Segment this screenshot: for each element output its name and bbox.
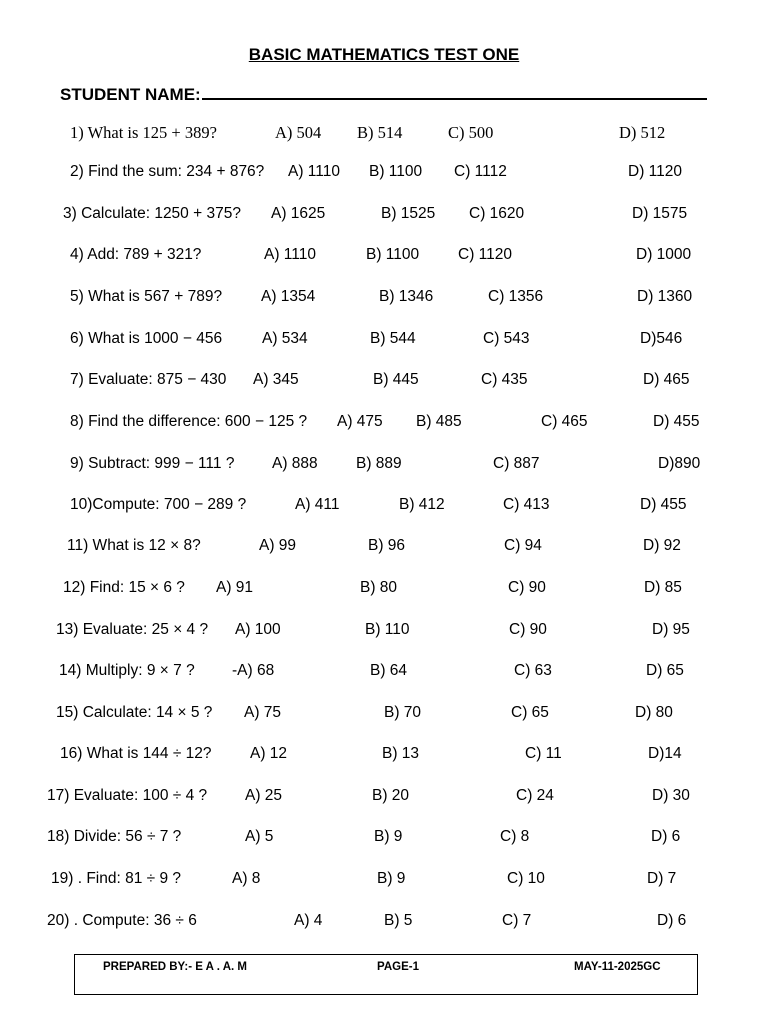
option-a: A) 1110 — [264, 246, 316, 263]
option-d: D) 95 — [652, 621, 690, 638]
option-d: D) 6 — [657, 912, 687, 929]
option-b: B) 110 — [365, 621, 410, 638]
option-a: A) 411 — [295, 496, 340, 513]
prepared-by: PREPARED BY:- E A . A. M — [103, 961, 247, 973]
option-c: C) 8 — [500, 828, 530, 845]
option-a: A) 12 — [250, 745, 288, 762]
option-a: A) 1625 — [271, 205, 326, 222]
student-name-label: STUDENT NAME: — [60, 85, 201, 104]
option-c: C) 65 — [511, 704, 549, 721]
option-a: A) 25 — [245, 787, 283, 804]
question-text: 12) Find: 15 × 6 ? — [63, 579, 185, 596]
question-text: 6) What is 1000 − 456 — [70, 330, 223, 347]
student-name-field — [60, 85, 707, 105]
option-d: D) 455 — [653, 413, 700, 430]
option-d: D) 80 — [635, 704, 673, 721]
option-c: C) 465 — [541, 413, 588, 430]
option-b: B) 5 — [384, 912, 413, 929]
option-d: D) 85 — [644, 579, 682, 596]
option-d: D) 465 — [643, 371, 690, 388]
option-c: C) 1356 — [488, 288, 544, 305]
option-d: D) 65 — [646, 662, 684, 679]
option-a: A) 99 — [259, 537, 297, 554]
page-number: PAGE-1 — [377, 961, 419, 973]
option-c: C) 435 — [481, 371, 528, 388]
option-d: D) 1360 — [637, 288, 693, 305]
question-text: 9) Subtract: 999 − 111 ? — [70, 455, 235, 472]
question-text: 8) Find the difference: 600 − 125 ? — [70, 413, 308, 430]
option-a: A) 345 — [253, 371, 299, 388]
option-c: C) 63 — [514, 662, 552, 679]
question-text: 20) . Compute: 36 ÷ 6 — [47, 912, 197, 929]
option-c: C) 94 — [504, 537, 542, 554]
option-a: A) 100 — [235, 621, 281, 638]
option-d: D) 92 — [643, 537, 681, 554]
question-text: 13) Evaluate: 25 × 4 ? — [56, 621, 209, 638]
option-b: B) 9 — [374, 828, 403, 845]
option-a: -A) 68 — [232, 662, 275, 679]
question-text: 15) Calculate: 14 × 5 ? — [56, 704, 213, 721]
option-c: C) 543 — [483, 330, 530, 347]
student-name-line — [202, 86, 707, 100]
option-b: B) 20 — [372, 787, 410, 804]
option-c: C) 90 — [508, 579, 546, 596]
option-d: D)14 — [648, 745, 682, 762]
question-text: 3) Calculate: 1250 + 375? — [63, 205, 241, 222]
option-d: D) 512 — [619, 123, 666, 142]
option-a: A) 75 — [244, 704, 282, 721]
option-c: C) 1120 — [458, 246, 512, 263]
option-c: C) 90 — [509, 621, 547, 638]
option-b: B) 889 — [356, 455, 402, 472]
footer-box — [74, 954, 698, 995]
option-c: C) 10 — [507, 870, 545, 887]
option-c: C) 413 — [503, 496, 550, 513]
option-b: B) 1100 — [366, 246, 420, 263]
option-a: A) 475 — [337, 413, 383, 430]
option-b: B) 544 — [370, 330, 416, 347]
test-title: BASIC MATHEMATICS TEST ONE — [248, 45, 520, 64]
option-d: D) 7 — [647, 870, 677, 887]
question-text: 18) Divide: 56 ÷ 7 ? — [47, 828, 182, 845]
option-a: A) 8 — [232, 870, 261, 887]
option-b: B) 1525 — [381, 205, 436, 222]
option-a: A) 1110 — [288, 163, 340, 180]
question-text: 17) Evaluate: 100 ÷ 4 ? — [47, 787, 208, 804]
question-text: 2) Find the sum: 234 + 876? — [70, 163, 265, 180]
option-a: A) 5 — [245, 828, 274, 845]
option-c: C) 1620 — [469, 205, 525, 222]
option-d: D) 1120 — [628, 163, 682, 180]
option-d: D) 1575 — [632, 205, 688, 222]
question-text: 19) . Find: 81 ÷ 9 ? — [51, 870, 181, 887]
question-text: 16) What is 144 ÷ 12? — [60, 745, 212, 762]
option-b: B) 485 — [416, 413, 462, 430]
option-b: B) 445 — [373, 371, 419, 388]
option-b: B) 9 — [377, 870, 406, 887]
option-b: B) 13 — [382, 745, 420, 762]
option-d: D) 1000 — [636, 246, 692, 263]
option-a: A) 504 — [275, 123, 322, 142]
question-text: 5) What is 567 + 789? — [70, 288, 223, 305]
option-b: B) 64 — [370, 662, 408, 679]
option-b: B) 96 — [368, 537, 406, 554]
option-b: B) 1346 — [379, 288, 434, 305]
option-b: B) 1100 — [369, 163, 423, 180]
option-b: B) 514 — [357, 123, 403, 142]
option-c: C) 24 — [516, 787, 554, 804]
question-text: 10)Compute: 700 − 289 ? — [70, 496, 247, 513]
option-b: B) 70 — [384, 704, 422, 721]
question-text: 11) What is 12 × 8? — [67, 537, 201, 554]
option-a: A) 534 — [262, 330, 308, 347]
option-d: D) 30 — [652, 787, 690, 804]
question-text: 4) Add: 789 + 321? — [70, 246, 202, 263]
option-d: D)890 — [658, 455, 701, 472]
option-a: A) 91 — [216, 579, 254, 596]
question-text: 1) What is 125 + 389? — [70, 123, 217, 142]
option-d: D) 455 — [640, 496, 687, 513]
option-c: C) 887 — [493, 455, 540, 472]
option-c: C) 1112 — [454, 163, 507, 180]
option-a: A) 1354 — [261, 288, 316, 305]
question-text: 7) Evaluate: 875 − 430 — [70, 371, 227, 388]
option-d: D) 6 — [651, 828, 681, 845]
option-d: D)546 — [640, 330, 683, 347]
question-text: 14) Multiply: 9 × 7 ? — [59, 662, 195, 679]
option-c: C) 7 — [502, 912, 532, 929]
option-a: A) 4 — [294, 912, 323, 929]
footer-date: MAY-11-2025GC — [574, 961, 661, 973]
option-c: C) 500 — [448, 123, 494, 142]
option-a: A) 888 — [272, 455, 318, 472]
option-b: B) 412 — [399, 496, 445, 513]
option-c: C) 11 — [525, 745, 562, 762]
option-b: B) 80 — [360, 579, 398, 596]
